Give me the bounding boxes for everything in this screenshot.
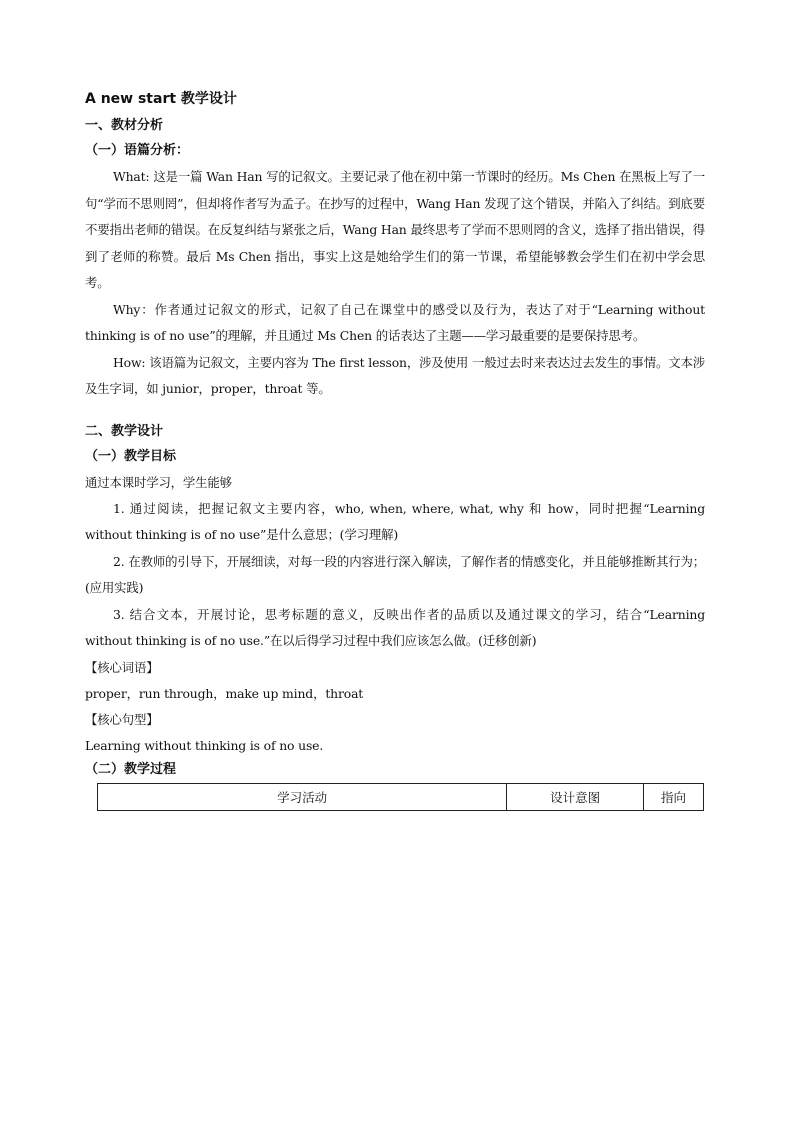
core-sentence: Learning without thinking is of no use. <box>85 737 324 753</box>
core-words: proper，run through，make up mind，throat <box>85 685 364 701</box>
paragraph-what: What: 这是一篇 Wan Han 写的记叙文。主要记录了他在初中第一节课时的经历。Ms Chen 在黑板上写了一句“学而不思则罔”，但却将作者写为孟子。在抄写的过程中，Wang Han 发现了这个错误，并陷入了纠结。到底要不要指出老师的错误。在反复纠结与紧张之后，Wang Han 最终思考了学而不思则罔的含义，选择了指出错误，得到了老师的称赞。最后 Ms Chen 指出，事实上这是她给学生们的第一节课，希望能够教会学生们在初中学会思考。 <box>85 169 705 290</box>
core-sentence-label: 【核心句型】 <box>85 711 159 727</box>
subheading-discourse-analysis: （一）语篇分析： <box>85 143 190 158</box>
goal-item-3: 3. 结合文本，开展讨论，思考标题的意义，反映出作者的品质以及通过课文的学习，结合“Learning without thinking is of no use.”在以后得学习过程中我们应该怎么做。(迁移创新) <box>85 606 705 648</box>
section-spacer <box>85 403 705 421</box>
teaching-process-table <box>97 783 704 811</box>
goal-item-2: 2. 在教师的引导下，开展细读，对每一段的内容进行深入解读，了解作者的情感变化，并且能够推断其行为；(应用实践) <box>85 553 705 595</box>
table-header-direction: 指向 <box>644 783 704 810</box>
goal-item-1: 1. 通过阅读，把握记叙文主要内容，who, when, where, what, why 和 how，同时把握“Learning without thinking is of no use”是什么意思；(学习理解) <box>85 500 705 542</box>
core-words-label: 【核心词语】 <box>85 659 159 675</box>
section-heading-design: 二、教学设计 <box>85 423 164 439</box>
subheading-teaching-goals: （一）教学目标 <box>85 448 177 464</box>
document-page <box>85 88 705 811</box>
table-header-intent: 设计意图 <box>507 783 644 810</box>
section-heading-analysis: 一、教材分析 <box>85 118 164 133</box>
goals-intro: 通过本课时学习，学生能够 <box>85 474 232 490</box>
paragraph-how: How: 该语篇为记叙文，主要内容为 The first lesson，涉及使用 一般过去时来表达过去发生的事情。文本涉及生字词，如 junior，proper，throat 等。 <box>85 354 705 396</box>
document-title: A new start 教学设计 <box>85 91 237 107</box>
subheading-teaching-process: （二）教学过程 <box>85 761 177 777</box>
paragraph-why: Why：作者通过记叙文的形式，记叙了自己在课堂中的感受以及行为，表达了对于“Learning without thinking is of no use”的理解，并且通过 Ms Chen 的话表达了主题——学习最重要的是要保持思考。 <box>85 301 705 343</box>
table-header-row <box>98 783 704 810</box>
table-header-activity: 学习活动 <box>98 783 507 810</box>
